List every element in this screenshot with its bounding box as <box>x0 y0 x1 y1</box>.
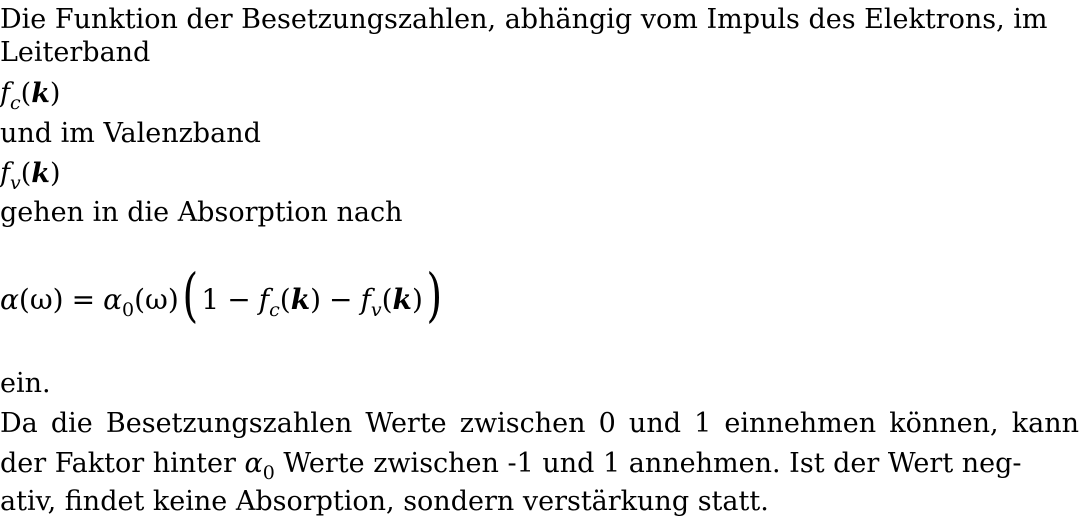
eq-equals: = <box>71 283 96 316</box>
math-subscript: v <box>10 172 21 194</box>
math-k-vector: k <box>31 78 50 109</box>
absorption-equation <box>0 261 446 329</box>
math-k-vector: k <box>31 158 50 189</box>
eq-big-right-paren: ) <box>426 261 443 329</box>
formula-fv <box>0 154 61 196</box>
math-paren-open: ( <box>20 78 32 109</box>
formula-fc <box>0 74 60 116</box>
eq-paren-open-2: ( <box>381 283 393 316</box>
text-line: Die Funktion der Besetzungszahlen, abhängig vom Impuls des Elektrons, im <box>0 4 1048 35</box>
paragraph-2-line-1 <box>0 404 1079 444</box>
math-paren-close: ) <box>50 158 61 189</box>
math-paren-open: ( <box>20 158 32 189</box>
eq-omega2: (ω) <box>134 283 179 316</box>
eq-minus-2: − <box>329 283 353 316</box>
eq-minus-1: − <box>227 283 251 316</box>
eq-paren-close-1: ) <box>310 283 322 316</box>
math-paren-close: ) <box>49 78 61 109</box>
text-line: ativ, findet keine Absorption, sondern verstärkung statt. <box>0 486 769 517</box>
paragraph-1-line-4 <box>0 114 261 154</box>
eq-paren-open-1: ( <box>279 283 291 316</box>
eq-f-v: f <box>360 283 371 316</box>
eq-alpha0: α <box>103 283 122 316</box>
eq-alpha0-subscript: 0 <box>122 299 135 321</box>
eq-paren-close-2: ) <box>411 283 423 316</box>
math-f: f <box>0 78 10 109</box>
math-f: f <box>0 158 10 189</box>
eq-f-c: f <box>258 283 270 316</box>
text-line: und im Valenzband <box>0 118 261 149</box>
paragraph-1-line-6 <box>0 193 402 233</box>
eq-one: 1 <box>201 283 220 316</box>
text-line-part: der Faktor hinter <box>0 448 236 479</box>
inline-alpha: α <box>244 448 263 479</box>
text-line: gehen in die Absorption nach <box>0 197 403 228</box>
eq-f-v-subscript: v <box>370 299 382 321</box>
eq-big-left-paren: ( <box>182 261 199 329</box>
eq-k-vector-1: k <box>290 283 311 316</box>
text-line: Leiterband <box>0 37 151 68</box>
paragraph-1-line-2 <box>0 33 150 73</box>
paragraph-1-line-1 <box>0 0 1048 40</box>
eq-f-c-subscript: c <box>269 299 280 321</box>
text-line-part: Werte zwischen -1 und 1 annehmen. Ist der Wert neg- <box>283 448 1022 479</box>
paragraph-2-line-3 <box>0 482 769 522</box>
eq-omega: (ω) <box>18 283 64 316</box>
eq-k-vector-2: k <box>392 283 412 316</box>
eq-alpha: α <box>0 283 19 316</box>
equation-suffix <box>0 364 51 404</box>
paragraph-2-line-2 <box>0 444 1079 486</box>
text-line: Da die Besetzungszahlen Werte zwischen 0 und 1 einnehmen können, kann <box>0 408 1079 439</box>
math-subscript: c <box>10 92 21 114</box>
inline-alpha-subscript: 0 <box>262 462 275 484</box>
text-line: ein. <box>0 368 51 399</box>
